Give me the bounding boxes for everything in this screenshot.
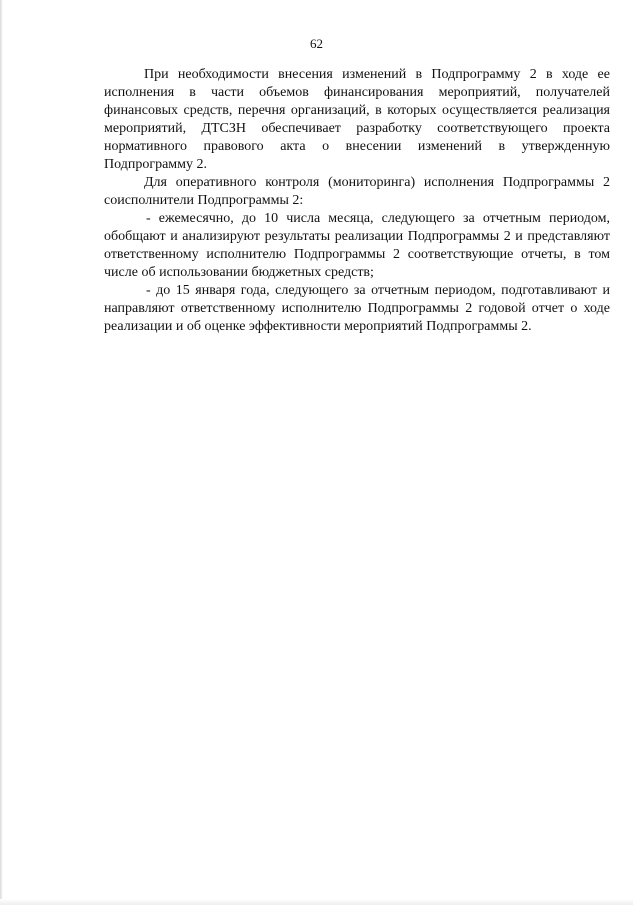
scan-bottom-edge — [0, 899, 633, 905]
scan-left-edge — [0, 0, 3, 905]
paragraph-amendments: При необходимости внесения изменений в Подпрограмму 2 в ходе ее исполнения в части объемов финансирования мероприятий, получателей финансовых средств, перечня организаций, в которых осуществляется реализация мероприятий, ДТСЗН обеспечивает разработку соответствующего проекта нормативного правового акта о внесении изменений в утвержденную Подпрограмму 2. — [104, 67, 610, 172]
page-number: 62 — [310, 36, 323, 51]
list-item-annual-report: - до 15 января года, следующего за отчетным периодом, подготавливают и направляют ответственному исполнителю Подпрограммы 2 годовой отчет о ходе реализации и об оценке эффективности мероприятий Подпрограммы 2. — [104, 283, 610, 334]
list-item-monthly-report: - ежемесячно, до 10 числа месяца, следующего за отчетным периодом, обобщают и анализируют результаты реализации Подпрограммы 2 и представляют ответственному исполнителю Подпрограммы 2 соответствующие отчеты, в том числе об использовании бюджетных средств; — [104, 211, 610, 280]
paragraph-monitoring-intro: Для оперативного контроля (мониторинга) исполнения Подпрограммы 2 соисполнители Подпрограммы 2: — [104, 175, 610, 208]
document-body — [104, 66, 610, 336]
